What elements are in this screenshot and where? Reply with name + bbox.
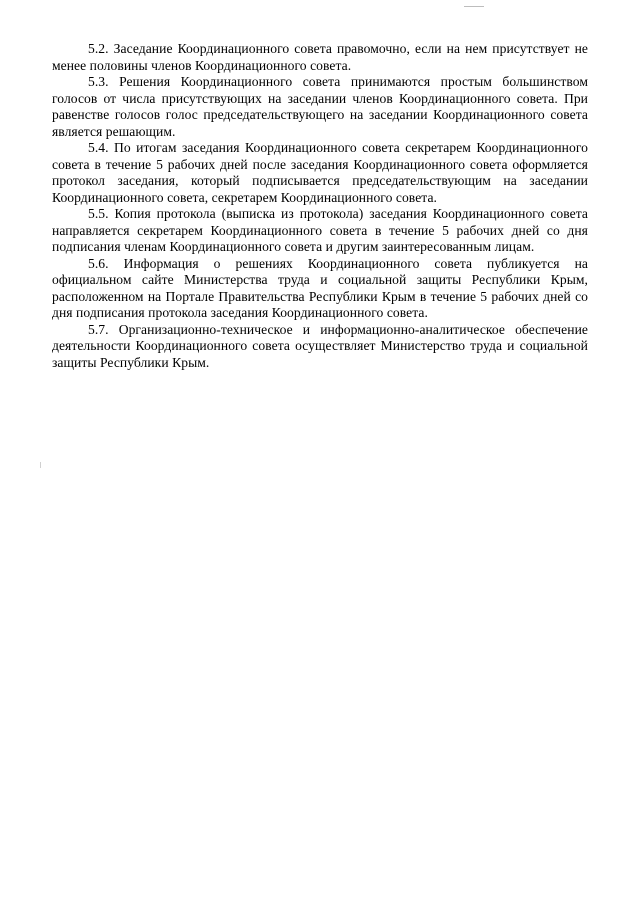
scan-mark xyxy=(40,462,41,468)
paragraph-5-5: 5.5. Копия протокола (выписка из протокола) заседания Координационного совета направляется секретарем Координационного совета в течение 5 рабочих дней со дня подписания членам Координационного совета и другим заинтересованным лицам. xyxy=(52,206,588,254)
document-body xyxy=(52,41,588,371)
paragraph-5-6: 5.6. Информация о решениях Координационного совета публикуется на официальном сайте Министерства труда и социальной защиты Республики Крым, расположенном на Портале Правительства Республики Крым в течение 5 рабочих дней со дня подписания протокола заседания Координационного совета. xyxy=(52,255,588,320)
scan-mark xyxy=(464,6,484,7)
paragraph-5-2: 5.2. Заседание Координационного совета правомочно, если на нем присутствует не менее половины членов Координационного совета. xyxy=(52,41,588,73)
paragraph-5-4: 5.4. По итогам заседания Координационного совета секретарем Координационного совета в течение 5 рабочих дней после заседания Координационного совета оформляется протокол заседания, который подписывается председательствующим на заседании Координационного совета, секретарем Координационного совета. xyxy=(52,140,588,205)
paragraph-5-3: 5.3. Решения Координационного совета принимаются простым большинством голосов от числа присутствующих на заседании членов Координационного совета. При равенстве голосов голос председательствующего на заседании Координационного совета является решающим. xyxy=(52,74,588,139)
paragraph-5-7: 5.7. Организационно-техническое и информационно-аналитическое обеспечение деятельности Координационного совета осуществляет Министерство труда и социальной защиты Республики Крым. xyxy=(52,321,588,370)
